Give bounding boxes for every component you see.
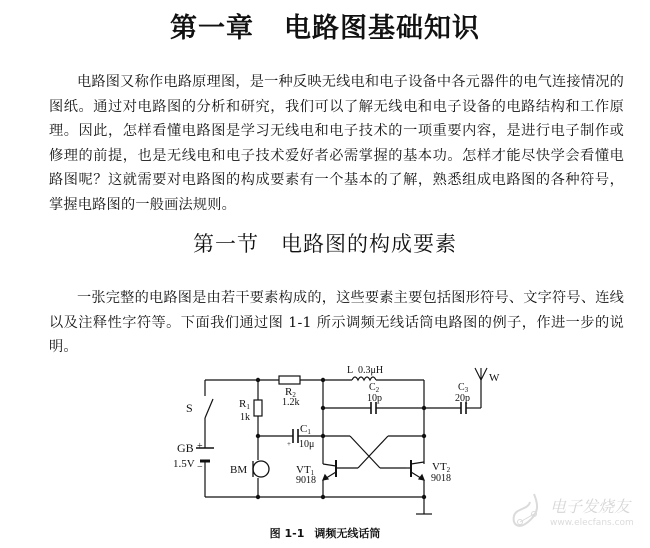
vt2-label: VT2 [432,461,451,474]
section-number: 第一节 [193,232,259,256]
watermark [508,492,648,542]
watermark-brand: 电子发烧友 [550,497,631,516]
r2-value: 1.2k [282,397,300,408]
r2-label: R2 [285,386,296,399]
switch-label: S [186,401,193,415]
c3-value: 20p [455,393,470,404]
intro-paragraph: 电路图又称作电路原理图，是一种反映无线电和电子设备中各元器件的电气连接情况的图纸。通过对电路图的分析和研究，我们可以了解无线电和电子设备的电路结构和工作原理。因此，怎样看懂电路图是学习无线电和电子技术的一项重要内容，是进行电子制作或修理的前提，也是无线电和电子技术爱好者必需掌握的基本功。怎样才能尽快学会看懂电路图呢？这就需要对电路图的构成要素有一个基本的了解，熟悉组成电路图的各种符号，掌握电路图的一般画法规则。 [49,74,624,213]
c1-plus: + [287,440,291,448]
c2-value: 10p [367,393,382,404]
transistor-vt2 [406,460,424,497]
inductor-l [352,377,376,380]
battery-label: GB [177,441,194,455]
antenna-icon [475,368,487,380]
vt1-value: 9018 [296,475,316,486]
resistor-r2 [279,376,300,384]
chapter-name: 电路图基础知识 [284,13,480,44]
section-paragraph: 一张完整的电路图是由若干要素构成的，这些要素主要包括图形符号、文字符号、连线以及注释性字符等。下面我们通过图 1-1 所示调频无线话筒电路图的例子，作进一步的说明。 [49,290,624,355]
mic-label: BM [230,464,248,476]
vt1-label: VT1 [296,464,315,477]
battery-plus: + [197,441,203,452]
r1-value: 1k [240,412,250,423]
transistor-vt1 [323,460,336,497]
watermark-url: www.elecfans.com [550,518,634,528]
junction-dots [256,378,426,499]
inductor-label: L [347,365,354,376]
figure-title: 调频无线话筒 [314,527,381,540]
resistor-r1 [254,400,262,416]
r1-label: R1 [239,398,250,411]
figure-number: 图 1-1 [269,527,305,540]
c3-label: $C_3$ [458,382,469,394]
inductor-value: 0.3μH [358,365,384,376]
chapter-number: 第一章 [170,13,254,44]
c1-label: C1 [300,423,311,436]
switch-s [205,399,213,418]
antenna-label: W [489,372,500,384]
elecfans-logo-icon [508,492,548,542]
microphone-icon [253,461,269,477]
vt2-value: 9018 [431,473,451,484]
c2-label: $C_2$ [369,382,380,394]
battery-value: 1.5V [173,458,195,470]
battery-minus: − [197,462,203,473]
c1-value: 10μ [299,439,315,450]
section-name: 电路图的构成要素 [281,232,457,256]
capacitor-c1 [293,429,298,443]
